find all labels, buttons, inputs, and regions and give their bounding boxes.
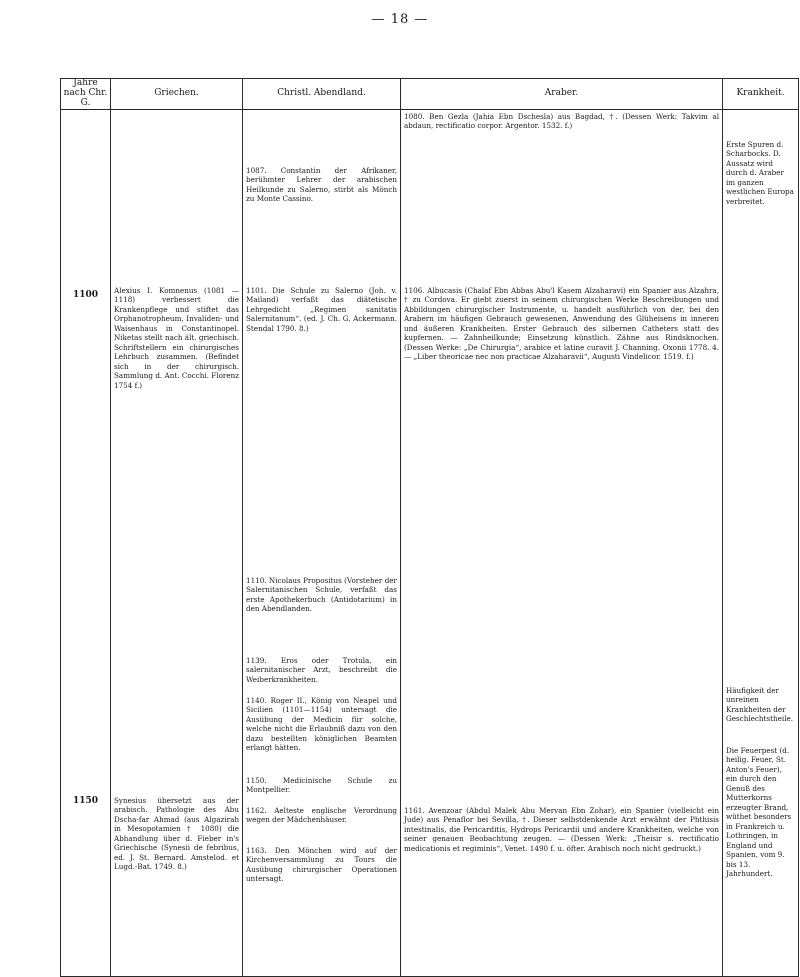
entry-christian-1101: 1101. Die Schule zu Salerno (Joh. v. Mailand) verfaßt das diätetische Lehrgedicht „Regimen sanitatis Salernitanum“. (ed. J. Ch. G. Ackermann. Stendal 1790. 8.)	[246, 285, 397, 333]
entry-arabs-1106: 1106. Albucasis (Chalaf Ebn Abbas Abu'l Kasem Alzaharavi) ein Spanier aus Alzahra, † zu Cordova. Er giebt zuerst in seinem chirurgischen Werke Beschreibungen und Abbildungen chirurgischer Instrumente, u. handelt ausführlich von der, bei den Arabern im häufigen Gebrauch gewesenen, Anwendung des Glüheisens in inneren und äußeren Krankheiten. Erster Gebrauch des silbernen Catheters statt des kupfernen. — Zahnheilkunde; Einsetzung künstlich. Zähne aus Rindsknochen. (Dessen Werke: „De Chirurgia“, arabice et latine curavit J. Channing. Oxonii 1778. 4. — „Liber theoricae nec non practicae Alzaharavii“, Augusti Vindelicor. 1519. f.)	[404, 285, 719, 362]
arabs-column	[401, 109, 723, 976]
years-column	[61, 109, 111, 976]
header-greeks: Griechen.	[111, 79, 243, 110]
year-1100: 1100	[72, 289, 99, 300]
table-body-row	[61, 109, 799, 976]
entry-greeks-synesius: Synesius übersetzt aus der arabisch. Pathologie des Abu Dscha-far Ahmad (aus Algazirah in Mesopotamien † 1080) die Abhandlung über d. Fieber in's Griechische (Synesii de febribus, ed. J. St. Bernard. Amstelod. et Lugd.-Bat. 1749. 8.)	[114, 795, 239, 872]
entry-greeks-alexius: Alexius I. Komnenus (1081 — 1118) verbessert die Krankenpflege und stiftet das Orphanotropheum, Invaliden- und Waisenhaus in Constantinopel. Niketas stellt nach ält. griechisch. Schriftstellern ein chirurgisches Lehrbuch zusammen. (Befindet sich in der chirurgisch. Sammlung d. Ant. Cocchi. Florenz 1754 f.)	[114, 285, 240, 390]
entry-illness-venereal: Häufigkeit der unreinen Krankheiten der Geschlechtstheile.	[726, 685, 794, 724]
entry-christian-1163: 1163. Den Mönchen wird auf der Kirchenversammlung zu Tours die Ausübung chirurgischer Operationen untersagt.	[246, 845, 397, 884]
page-number: — 18 —	[371, 12, 429, 27]
entry-illness-ergotism: Die Feuerpest (d. heilig. Feuer, St. Anton's Feuer), ein durch den Genuß des Mutterkorns erzeugter Brand, wüthet besonders in Frankreich u. Lothringen, in England und Spanien, vom 9. bis 13. Jahrhundert.	[726, 745, 792, 879]
header-years: Jahre nach Chr. G.	[61, 79, 111, 110]
entry-christian-1139: 1139. Eros oder Trotula, ein salernitanischer Arzt, beschreibt die Weiberkrankheiten.	[246, 655, 397, 684]
year-1150: 1150	[72, 795, 99, 806]
header-row	[61, 79, 799, 110]
entry-christian-1150: 1150. Medicinische Schule zu Montpellier.	[246, 775, 397, 795]
greeks-column	[111, 109, 243, 976]
header-christian-west: Christl. Abendland.	[243, 79, 401, 110]
entry-christian-1087: 1087. Constantin der Afrikaner, berühmter Lehrer der arabischen Heilkunde zu Salerno, stirbt als Mönch zu Monte Cassino.	[246, 165, 397, 204]
entry-christian-1110: 1110. Nicolaus Propositus (Vorsteher der Salernitanischen Schule, verfaßt das erste Apothekerbuch (Antidotarium) in den Abendlanden.	[246, 575, 397, 614]
header-illness: Krankheit.	[723, 79, 799, 110]
entry-christian-1162: 1162. Aelteste englische Verordnung wegen der Mädchenhäuser.	[246, 805, 397, 825]
header-arabs: Araber.	[401, 79, 723, 110]
entry-arabs-1161: 1161. Avenzoar (Abdul Malek Abu Mervan Ebn Zohar), ein Spanier (vielleicht ein Jude) aus Penaflor bei Sevilla, †. Dieser selbstdenkende Arzt erwähnt der Phthisis intestinalis, die Pericarditis, Hydrops Pericardii und andere Krankheiten, welche von seiner genauen Beobachtung zeugen. — (Dessen Werk: „Theisir s. rectificatio medicationis et regiminis“, Venet. 1490 f. u. öfter. Arabisch noch nicht gedruckt.)	[404, 805, 719, 853]
entry-arabs-1080: 1080. Ben Gezla (Jahia Ebn Dschesla) aus Bagdad, †. (Dessen Werk: Takvim al abdaun, rectificatio corpor. Argentor. 1532. f.)	[404, 111, 719, 131]
christian-west-column	[243, 109, 401, 976]
illness-column	[723, 109, 799, 976]
entry-illness-scurvy: Erste Spuren d. Scharbocks. D. Aussatz wird durch d. Araber im ganzen westlichen Europa verbreitet.	[726, 139, 794, 206]
entry-christian-1140: 1140. Roger II., König von Neapel und Sicilien (1101—1154) untersagt die Ausübung der Medicin für solche, welche nicht die Erlaubniß dazu von den dazu bestellten königlichen Beamten erlangt hätten.	[246, 695, 397, 753]
chronology-table	[60, 78, 799, 977]
